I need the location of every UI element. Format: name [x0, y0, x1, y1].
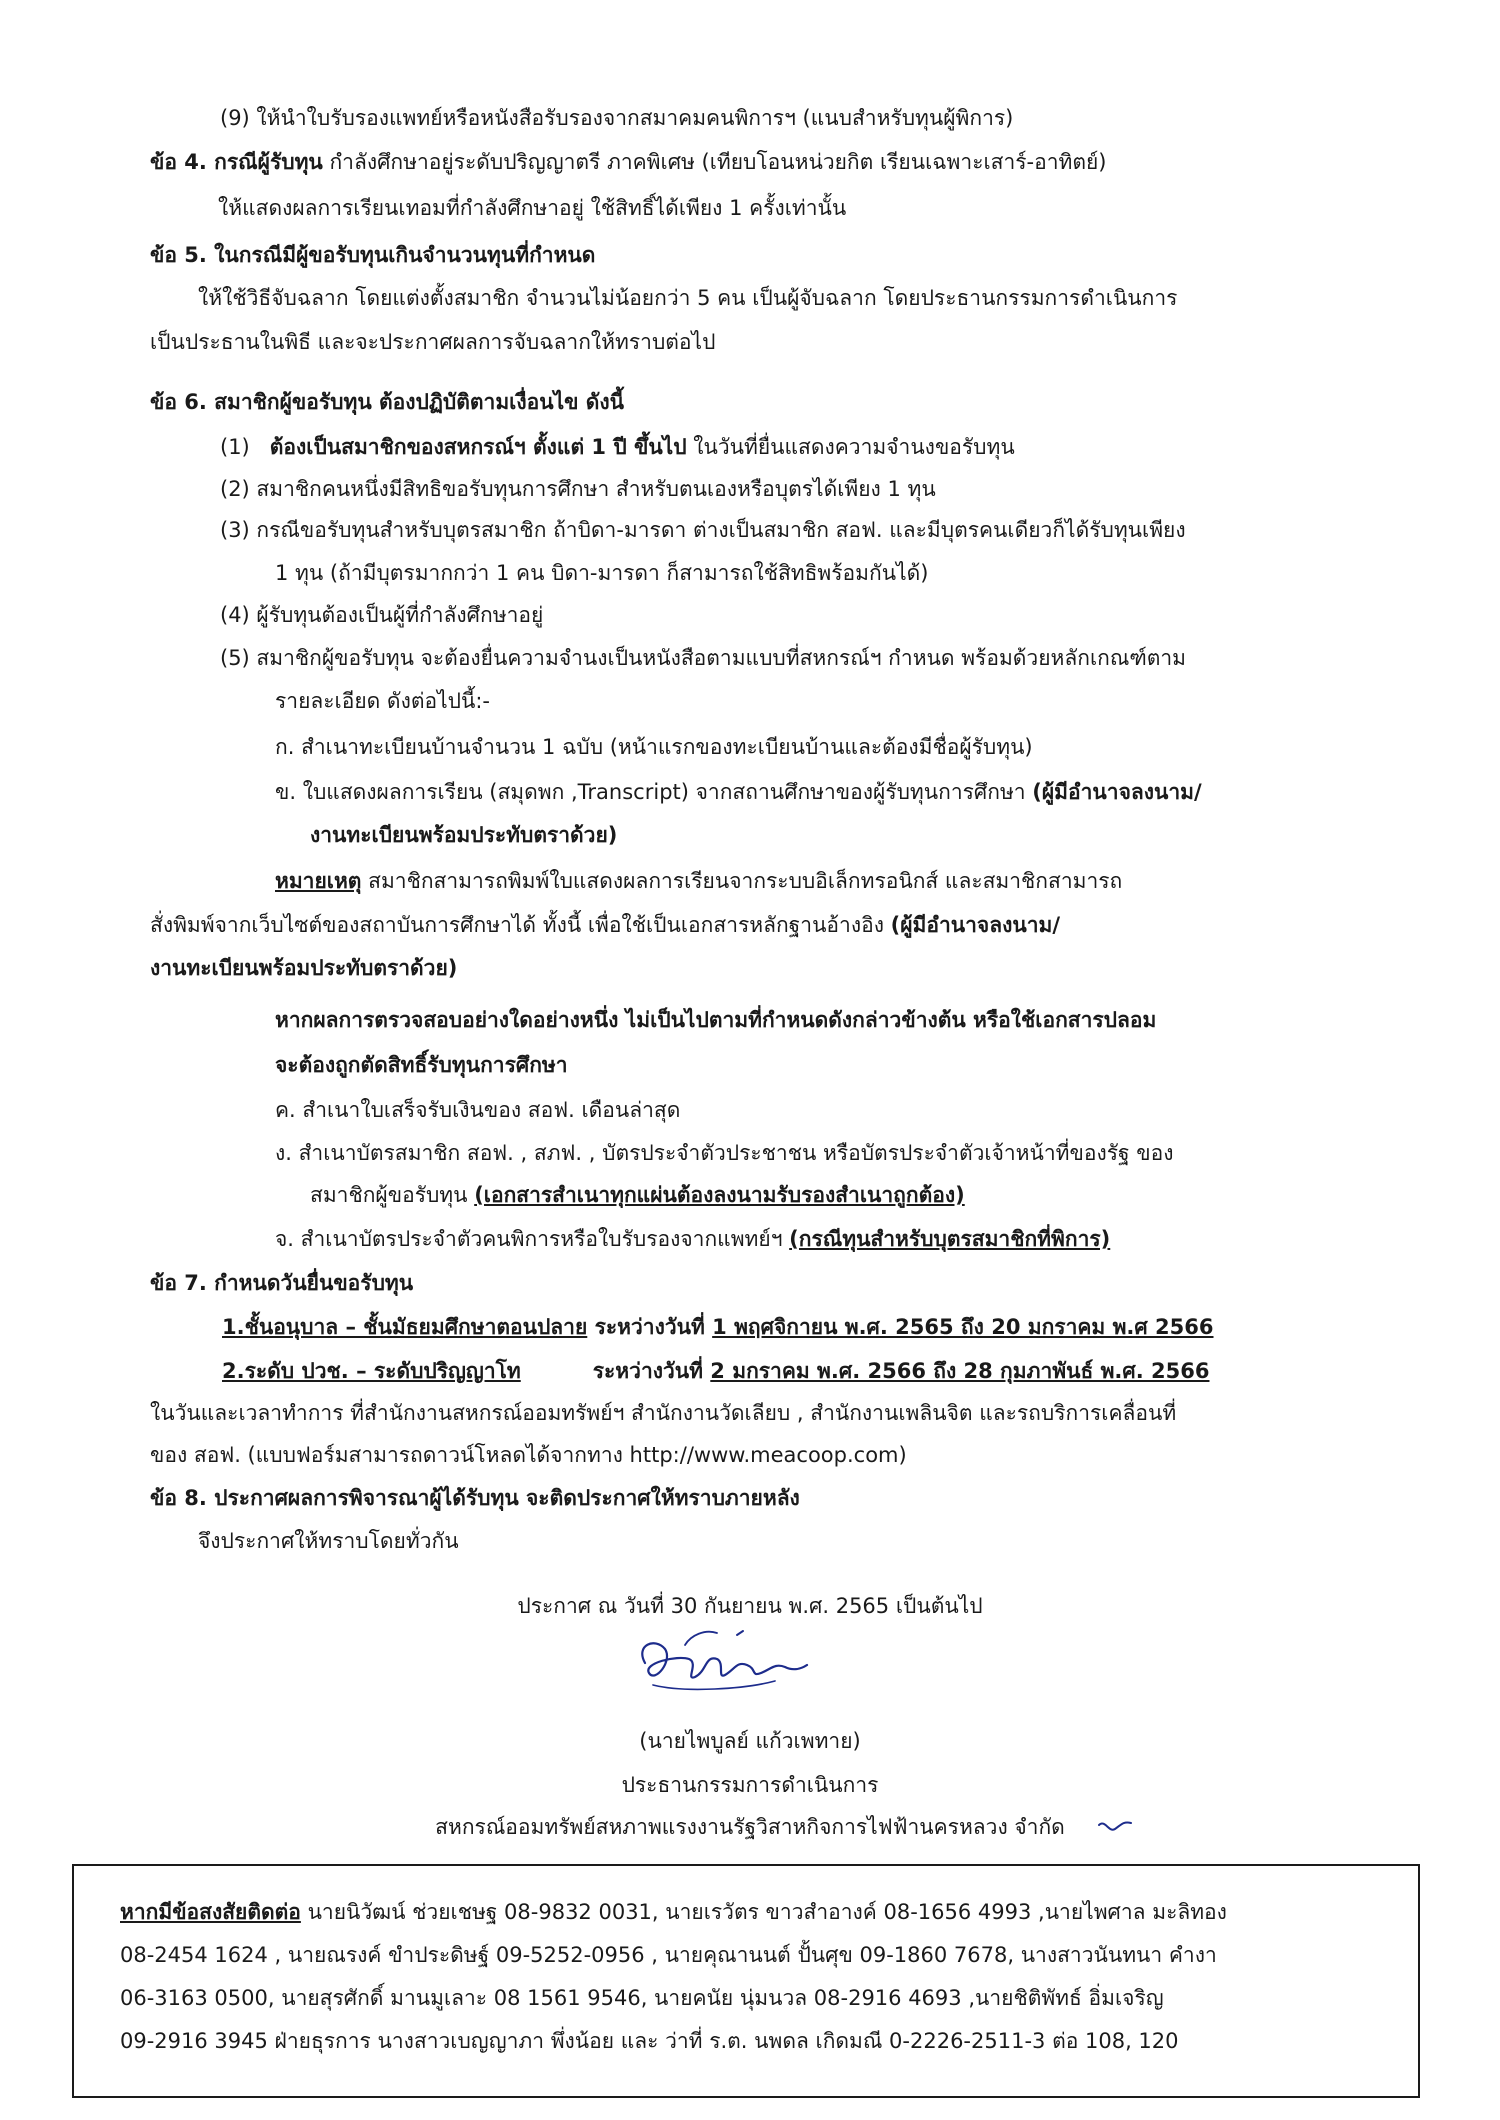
clause6-item1-number: (1) [220, 435, 250, 459]
signer-title: ประธานกรรมการดำเนินการ [621, 1773, 879, 1797]
clause6-note-line2 [150, 910, 1060, 940]
clause6-sub-ng-b [310, 1180, 965, 1210]
contact-label: หากมีข้อสงสัยติดต่อ [120, 1900, 301, 1924]
clause6-item3a: (3) กรณีขอรับทุนสำหรับบุตรสมาชิก ถ้าบิดา-มารดา ต่างเป็นสมาชิก สอฟ. และมีบุตรคนเดียวก็ได้รับทุนเพียง [220, 518, 1186, 542]
clause6-item1-bold: ต้องเป็นสมาชิกของสหกรณ์ฯ ตั้งแต่ 1 ปี ขึ้นไป [269, 435, 687, 459]
clause6-sub-kh-bold2: งานทะเบียนพร้อมประทับตราด้วย) [310, 823, 618, 847]
clause6-warning1: หากผลการตรวจสอบอย่างใดอย่างหนึ่ง ไม่เป็นไปตามที่กำหนดดังกล่าวข้างต้น หรือใช้เอกสารปลอม [275, 1008, 1157, 1032]
clause7-row1 [222, 1312, 1214, 1342]
clause8-heading: ข้อ 8. ประกาศผลการพิจารณาผู้ได้รับทุน จะติดประกาศให้ทราบภายหลัง [150, 1486, 800, 1510]
clause5-text1: ให้ใช้วิธีจับฉลาก โดยแต่งตั้งสมาชิก จำนวนไม่น้อยกว่า 5 คน เป็นผู้จับฉลาก โดยประธานกรรมการดำเนินการ [198, 286, 1178, 310]
clause7-row2-between: ระหว่างวันที่ [592, 1359, 711, 1383]
clause7-row1-level: 1.ชั้นอนุบาล – ชั้นมัธยมศึกษาตอนปลาย [222, 1315, 588, 1339]
contact-line1 [120, 1897, 1227, 1927]
clause7-row2 [222, 1356, 1209, 1386]
clause7-place1: ในวันและเวลาทำการ ที่สำนักงานสหกรณ์ออมทรัพย์ฯ สำนักงานวัดเลียบ , สำนักงานเพลินจิต และรถบริการเคลื่อนที่ [150, 1401, 1177, 1425]
signer-name: (นายไพบูลย์ แก้วเพทาย) [639, 1729, 861, 1753]
clause6-warning2: จะต้องถูกตัดสิทธิ์รับทุนการศึกษา [275, 1053, 568, 1077]
contact-line1-text: นายนิวัฒน์ ช่วยเชษฐ 08-9832 0031, นายเรวัตร ขาวสำอางค์ 08-1656 4993 ,นายไพศาล มะลิทอง [300, 1900, 1227, 1924]
clause7-place2: ของ สอฟ. (แบบฟอร์มสามารถดาวน์โหลดได้จากทาง http://www.meacoop.com) [150, 1443, 907, 1467]
clause7-row1-between: ระหว่างวันที่ [587, 1315, 713, 1339]
clause6-sub-ng-a: ง. สำเนาบัตรสมาชิก สอฟ. , สภฟ. , บัตรประจำตัวประชาชน หรือบัตรประจำตัวเจ้าหน้าที่ของรัฐ ของ [275, 1141, 1174, 1165]
clause7-row1-dates: 1 พฤศจิกายน พ.ศ. 2565 ถึง 20 มกราคม พ.ศ 2566 [712, 1315, 1214, 1339]
clause7-row2-level: 2.ระดับ ปวช. – ระดับปริญญาโท [222, 1359, 521, 1383]
clause6-sub-ch-text: จ. สำเนาบัตรประจำตัวคนพิการหรือใบรับรองจากแพทย์ฯ [275, 1227, 790, 1251]
clause6-sub-kh-text: ข. ใบแสดงผลการเรียน (สมุดพก ,Transcript) จากสถานศึกษาของผู้รับทุนการศึกษา [275, 780, 1033, 804]
clause4-text1: กำลังศึกษาอยู่ระดับปริญญาตรี ภาคพิเศษ (เทียบโอนหน่วยกิต เรียนเฉพาะเสาร์-อาทิตย์) [322, 150, 1107, 174]
contact-line2: 08-2454 1624 , นายณรงค์ ขำประดิษฐ์ 09-5252-0956 , นายคุณานนต์ ปั้นศุข 09-1860 7678, นางสาวนันทนา คำงา [120, 1943, 1217, 1967]
signature-image [625, 1625, 825, 1705]
note-label: หมายเหตุ [275, 869, 362, 893]
clause6-item1-rest: ในวันที่ยื่นแสดงความจำนงขอรับทุน [686, 435, 1015, 459]
clause6-item1 [220, 432, 1015, 462]
clause6-sub-kh [275, 777, 1202, 807]
organization-name: สหกรณ์ออมทรัพย์สหภาพแรงงานรัฐวิสาหกิจการไฟฟ้านครหลวง จำกัด [435, 1815, 1065, 1839]
clause6-note-line3: งานทะเบียนพร้อมประทับตราด้วย) [150, 956, 458, 980]
initial-mark [1095, 1815, 1135, 1837]
clause6-item3b: 1 ทุน (ถ้ามีบุตรมากกว่า 1 คน บิดา-มารดา ก็สามารถใช้สิทธิพร้อมกันได้) [275, 561, 929, 585]
clause6-item5a: (5) สมาชิกผู้ขอรับทุน จะต้องยื่นความจำนงเป็นหนังสือตามแบบที่สหกรณ์ฯ กำหนด พร้อมด้วยหลักเกณฑ์ตาม [220, 646, 1187, 670]
clause6-item4: (4) ผู้รับทุนต้องเป็นผู้ที่กำลังศึกษาอยู่ [220, 603, 544, 627]
clause5-heading: ข้อ 5. ในกรณีมีผู้ขอรับทุนเกินจำนวนทุนที่กำหนด [150, 243, 596, 267]
clause6-sub-ng-bold: (เอกสารสำเนาทุกแผ่นต้องลงนามรับรองสำเนาถูกต้อง) [474, 1183, 965, 1207]
clause6-sub-k: ก. สำเนาทะเบียนบ้านจำนวน 1 ฉบับ (หน้าแรกของทะเบียนบ้านและต้องมีชื่อผู้รับทุน) [275, 735, 1033, 759]
note-text1: สมาชิกสามารถพิมพ์ใบแสดงผลการเรียนจากระบบอิเล็กทรอนิกส์ และสมาชิกสามารถ [361, 869, 1123, 893]
clause4-heading: ข้อ 4. กรณีผู้รับทุน [150, 150, 323, 174]
contact-box [72, 1864, 1420, 2098]
clause8-closing: จึงประกาศให้ทราบโดยทั่วกัน [198, 1529, 459, 1553]
clause6-note-line1 [275, 866, 1122, 896]
clause6-sub-ng-text: สมาชิกผู้ขอรับทุน [310, 1183, 475, 1207]
clause6-item5b: รายละเอียด ดังต่อไปนี้:- [275, 689, 490, 713]
clause6-sub-ch [275, 1224, 1110, 1254]
clause4-text2: ให้แสดงผลการเรียนเทอมที่กำลังศึกษาอยู่ ใช้สิทธิ์ได้เพียง 1 ครั้งเท่านั้น [218, 196, 847, 220]
note-text2: สั่งพิมพ์จากเว็บไซต์ของสถาบันการศึกษาได้ ทั้งนี้ เพื่อใช้เป็นเอกสารหลักฐานอ้างอิง [150, 913, 891, 937]
clause7-row2-dates: 2 มกราคม พ.ศ. 2566 ถึง 28 กุมภาพันธ์ พ.ศ. 2566 [710, 1359, 1210, 1383]
clause7-heading: ข้อ 7. กำหนดวันยื่นขอรับทุน [150, 1271, 414, 1295]
contact-line4: 09-2916 3945 ฝ่ายธุรการ นางสาวเบญญาภา พึ่งน้อย และ ว่าที่ ร.ต. นพดล เกิดมณี 0-2226-2511-3 ต่อ 108, 120 [120, 2029, 1179, 2053]
clause6-heading: ข้อ 6. สมาชิกผู้ขอรับทุน ต้องปฏิบัติตามเงื่อนไข ดังนี้ [150, 390, 625, 414]
clause3-item9: (9) ให้นำใบรับรองแพทย์หรือหนังสือรับรองจากสมาคมคนพิการฯ (แนบสำหรับทุนผู้พิการ) [220, 106, 1014, 130]
clause6-item2: (2) สมาชิกคนหนึ่งมีสิทธิขอรับทุนการศึกษา สำหรับตนเองหรือบุตรได้เพียง 1 ทุน [220, 477, 936, 501]
clause6-sub-kh-bold: (ผู้มีอำนาจลงนาม/ [1032, 780, 1202, 804]
contact-line3: 06-3163 0500, นายสุรศักดิ์ มานมูเลาะ 08 1561 9546, นายคนัย นุ่มนวล 08-2916 4693 ,นายชิติพัทธ์ อิ่มเจริญ [120, 1986, 1164, 2010]
clause5-text2: เป็นประธานในพิธี และจะประกาศผลการจับฉลากให้ทราบต่อไป [150, 330, 716, 354]
clause6-sub-kho: ค. สำเนาใบเสร็จรับเงินของ สอฟ. เดือนล่าสุด [275, 1098, 681, 1122]
note-text2-bold: (ผู้มีอำนาจลงนาม/ [890, 913, 1061, 937]
clause6-sub-ch-bold: (กรณีทุนสำหรับบุตรสมาชิกที่พิการ) [789, 1227, 1111, 1251]
clause4-line1 [150, 147, 1107, 177]
announce-date: ประกาศ ณ วันที่ 30 กันยายน พ.ศ. 2565 เป็นต้นไป [517, 1594, 983, 1618]
